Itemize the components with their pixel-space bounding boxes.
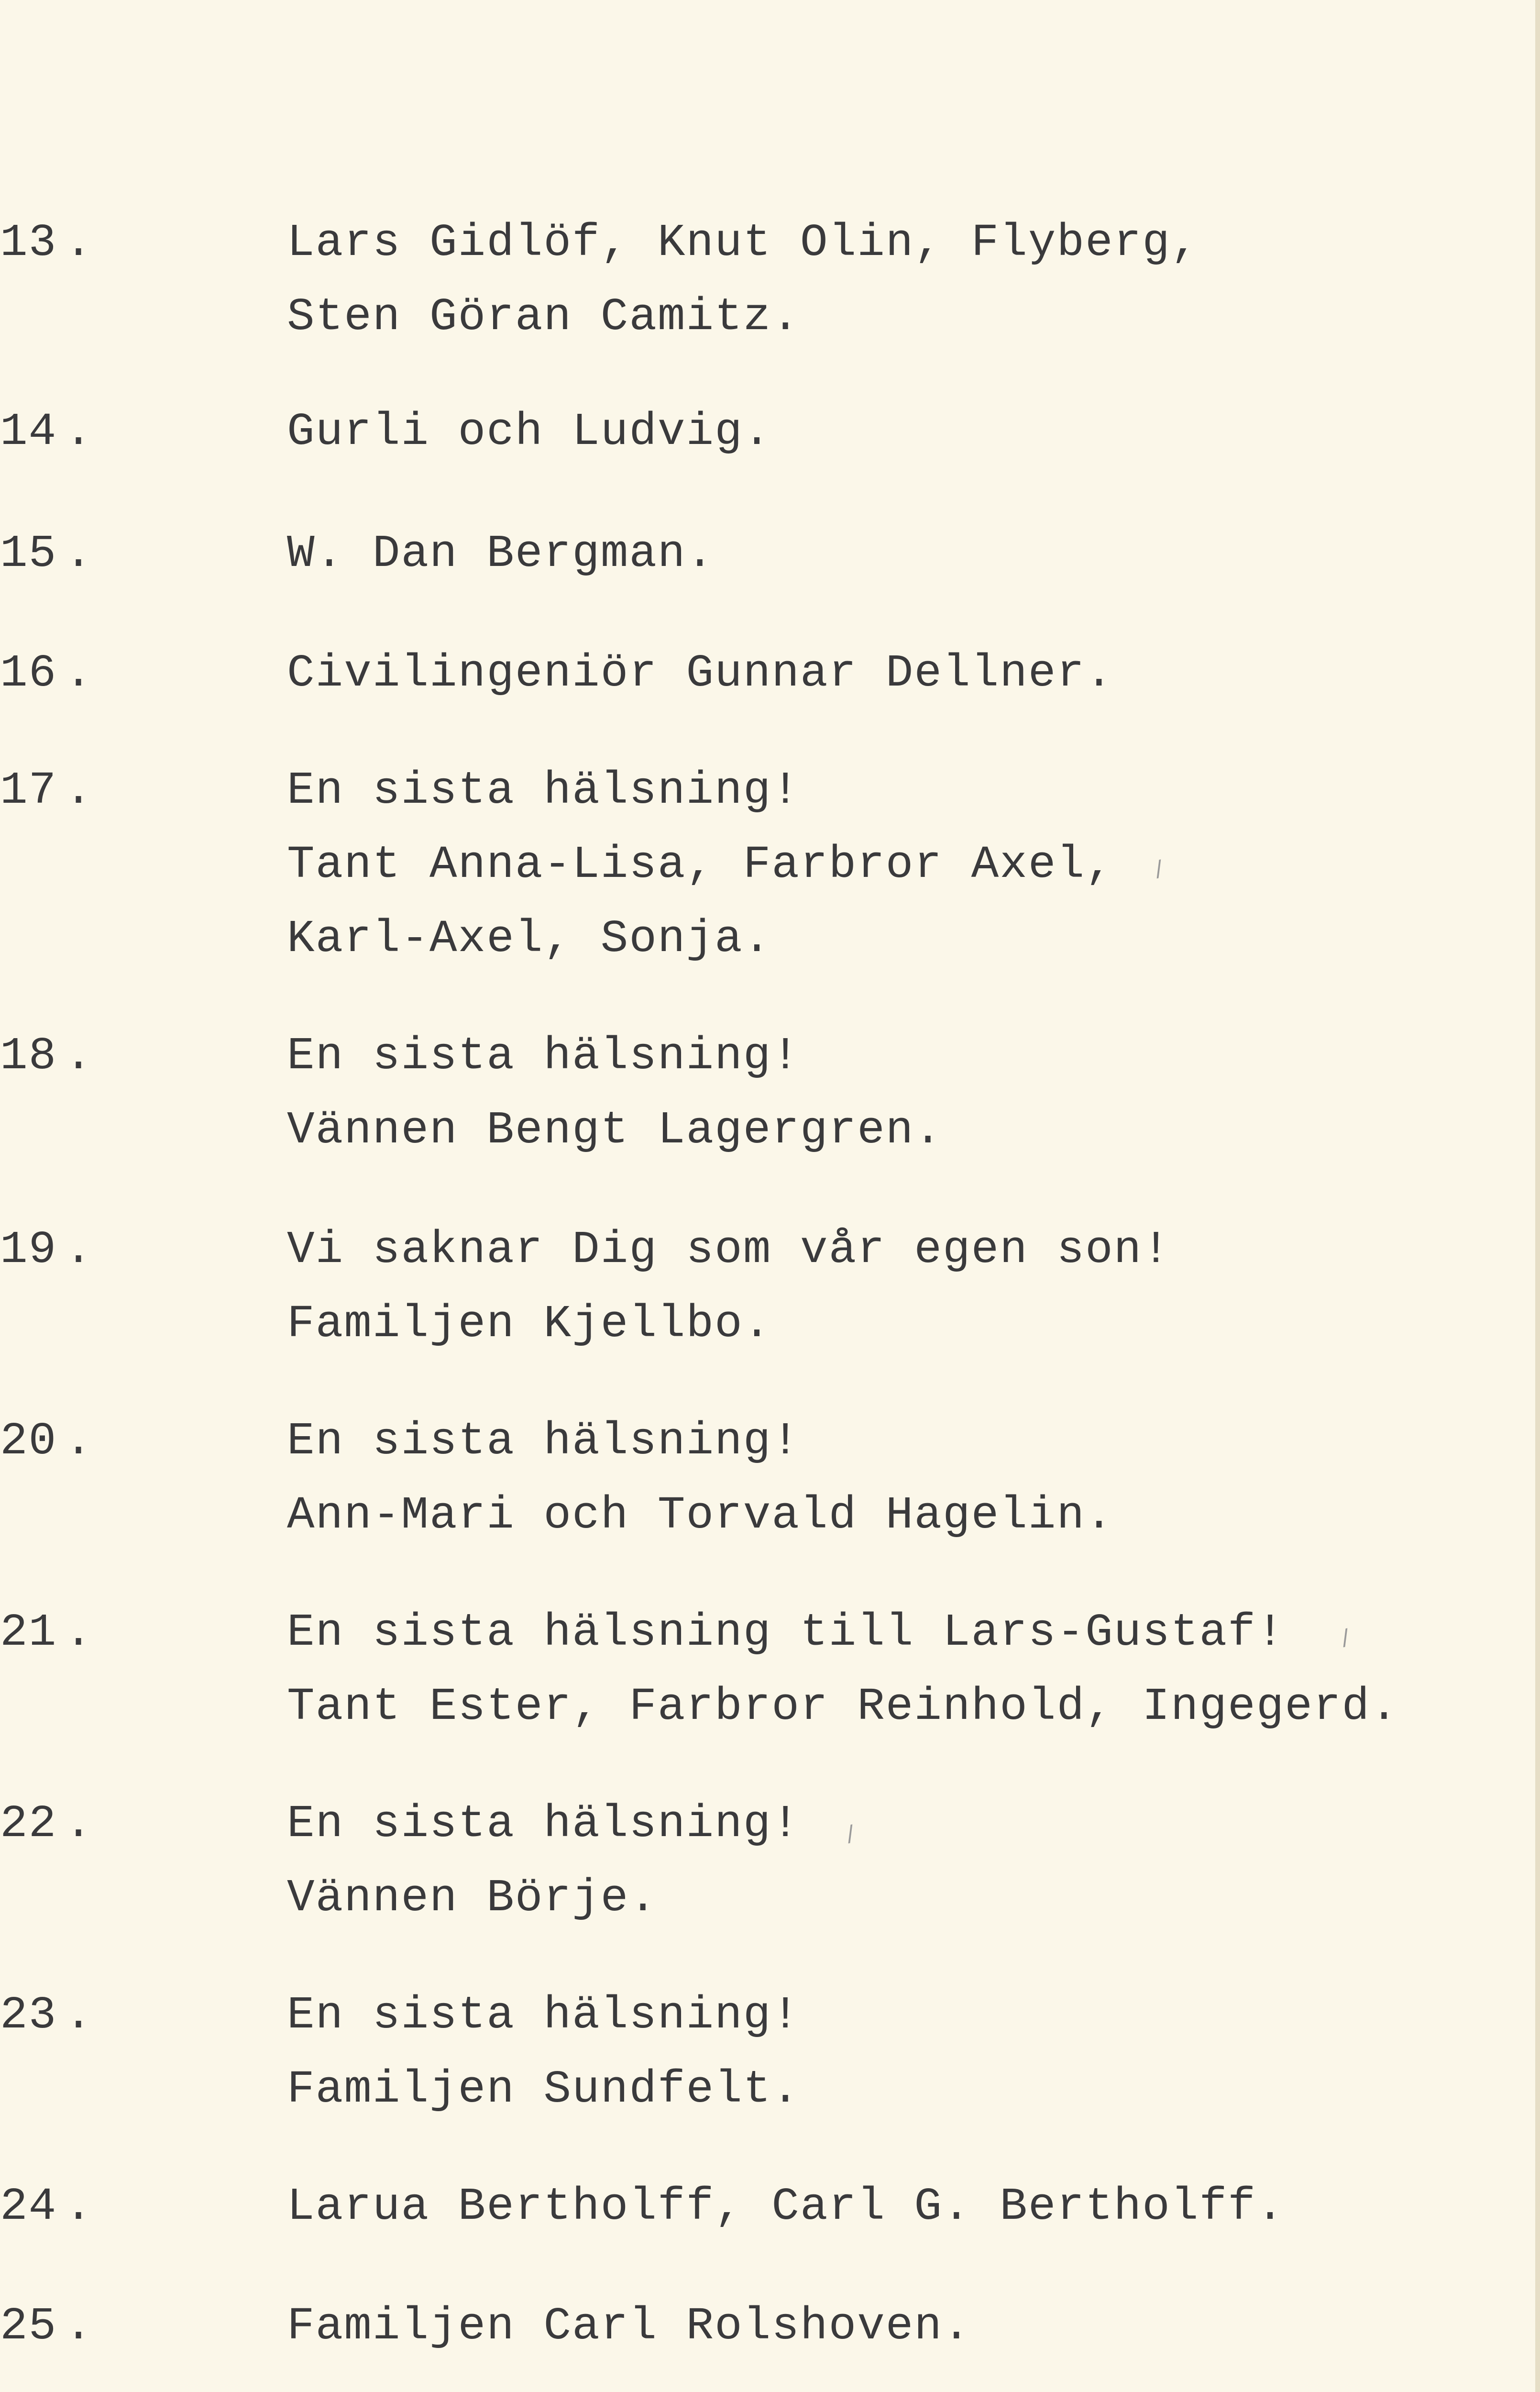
entry-text	[287, 1415, 1114, 1567]
entry-number: 25 .	[0, 2300, 93, 2352]
entry-text	[287, 1606, 1399, 1758]
entry-text	[287, 217, 1199, 368]
entry-number: 18 .	[0, 1030, 93, 1082]
entry-line: En sista hälsning!	[287, 1989, 800, 2041]
entry-line: En sista hälsning!	[287, 1415, 800, 1467]
pencil-check-mark-icon: ∕	[1339, 1624, 1352, 1650]
entry-text	[287, 1030, 943, 1182]
entry-number: 13 .	[0, 217, 93, 269]
entry-number: 23 .	[0, 1989, 93, 2041]
entry-number: 20 .	[0, 1415, 93, 1467]
entry-number: 24 .	[0, 2181, 93, 2233]
entry-number: 14 .	[0, 406, 93, 458]
entry-line: Familjen Kjellbo.	[287, 1298, 772, 1350]
entry-line: Larua Bertholff, Carl G. Bertholff.	[287, 2181, 1285, 2233]
entry-text	[287, 647, 1114, 725]
entry-line: En sista hälsning!	[287, 764, 800, 817]
entry-line: Sten Göran Camitz.	[287, 291, 800, 343]
entry-line: Lars Gidlöf, Knut Olin, Flyberg,	[287, 217, 1199, 269]
entry-text	[287, 764, 1114, 990]
entry-line: Familjen Carl Rolshoven.	[287, 2300, 971, 2352]
entry-line: Vi saknar Dig som vår egen son!	[287, 1224, 1171, 1276]
entry-line: W. Dan Bergman.	[287, 528, 715, 580]
entry-line: Vännen Bengt Lagergren.	[287, 1104, 943, 1156]
entry-line: Vännen Börje.	[287, 1872, 658, 1924]
entry-text	[287, 1224, 1171, 1375]
entry-line: Civilingeniör Gunnar Dellner.	[287, 647, 1114, 699]
entry-line: Familjen Sundfelt.	[287, 2063, 800, 2115]
entry-number: 19 .	[0, 1224, 93, 1276]
pencil-check-mark-icon: ∕	[1153, 855, 1165, 882]
entry-text	[287, 1989, 800, 2141]
entry-line: En sista hälsning!	[287, 1798, 800, 1850]
entry-line: Ann-Mari och Torvald Hagelin.	[287, 1489, 1114, 1541]
entry-text	[287, 2181, 1285, 2258]
entry-number: 17 .	[0, 764, 93, 817]
entry-number: 22 .	[0, 1798, 93, 1850]
entry-line: En sista hälsning till Lars-Gustaf!	[287, 1606, 1285, 1659]
entry-text	[287, 1798, 800, 1949]
entry-number: 15 .	[0, 528, 93, 580]
entry-text	[287, 406, 772, 483]
entry-line: En sista hälsning!	[287, 1030, 800, 1082]
entry-line: Tant Ester, Farbror Reinhold, Ingegerd.	[287, 1681, 1399, 1733]
entry-line: Karl-Axel, Sonja.	[287, 913, 772, 965]
entry-line: Tant Anna-Lisa, Farbror Axel,	[287, 839, 1114, 891]
entry-line: Gurli och Ludvig.	[287, 406, 772, 458]
pencil-check-mark-icon: ∕	[844, 1820, 857, 1847]
entry-number: 21 .	[0, 1606, 93, 1659]
entry-text	[287, 2300, 971, 2378]
entry-number: 16 .	[0, 647, 93, 699]
entry-text	[287, 528, 715, 605]
